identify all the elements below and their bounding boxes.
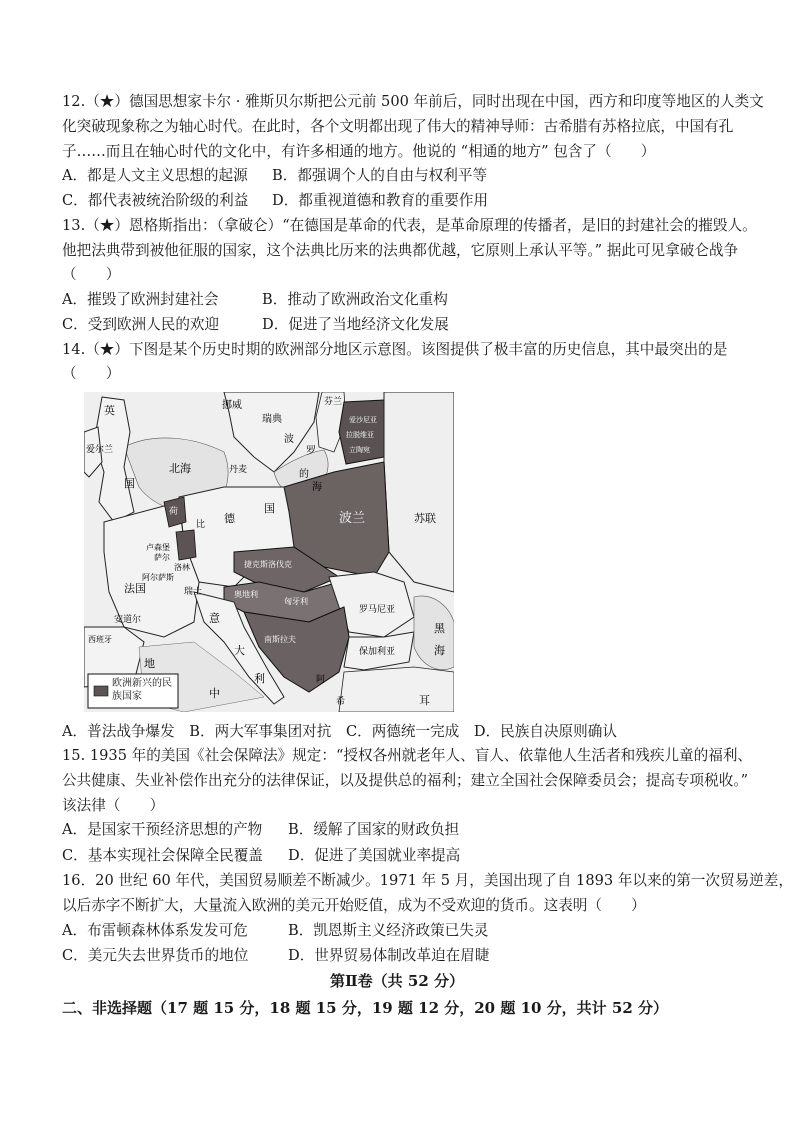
map-label-italy-2: 大 xyxy=(234,644,245,657)
map-label-alsace: 阿尔萨斯 xyxy=(142,573,174,582)
q13-stem-line1: 13.（★）恩格斯指出：（拿破仑）“在德国是革命的代表，是革命原理的传播者，是旧的封建社会的摧毁人。 xyxy=(62,217,757,234)
map-label-switzerland: 瑞士 xyxy=(184,587,203,597)
map-label-luxembourg: 卢森堡 xyxy=(146,543,170,552)
q12-stem-line2: 化突破现象称之为轴心时代。在此时，各个文明都出现了伟大的精神导师：古希腊有苏格拉底，中国有孔 xyxy=(62,118,734,135)
map-label-belgium: 比 xyxy=(196,520,206,530)
map-label-germany-1: 德 xyxy=(224,512,235,525)
map-label-hungary: 匈牙利 xyxy=(284,597,308,606)
map-label-france: 法国 xyxy=(124,582,146,595)
map-label-bulgaria: 保加利亚 xyxy=(359,647,396,657)
map-label-uk-1: 英 xyxy=(104,404,115,417)
map-label-lorraine: 洛林 xyxy=(174,563,190,572)
map-legend xyxy=(88,674,178,708)
map-label-yugoslavia: 南斯拉夫 xyxy=(264,635,296,644)
q15-option-c: C．基本实现社会保障全民覆盖 xyxy=(62,847,263,864)
q15-option-d: D．促进了美国就业率提高 xyxy=(288,847,461,864)
legend-label: 欧洲新兴的民族国家 xyxy=(112,678,172,702)
q12-stem-line3: 子……而且在轴心时代的文化中，有许多相通的地方。他说的 “相通的地方” 包含了（ ） xyxy=(62,143,656,160)
q16-stem-line1: 16．20 世纪 60 年代，美国贸易顺差不断减少。1971 年 5 月，美国出现了自 1893 年以来的第一次贸易逆差， xyxy=(62,872,793,889)
map-label-latvia: 拉脱维亚 xyxy=(346,431,374,439)
europe-map xyxy=(84,392,454,712)
map-label-lithuania: 立陶宛 xyxy=(349,446,370,454)
q12-option-b: B．都强调个人的自由与权利平等 xyxy=(272,167,488,184)
q12-option-a: A．都是人文主义思想的起源 xyxy=(62,167,248,184)
q15-option-a: A．是国家干预经济思想的产物 xyxy=(62,821,263,838)
map-label-germany-2: 国 xyxy=(264,502,275,515)
q16-stem-line2: 以后赤字不断扩大，大量流入欧洲的美元开始贬值，成为不受欢迎的货币。这表明（ ） xyxy=(62,897,646,914)
map-label-spain: 西班牙 xyxy=(88,635,112,644)
map-label-baltic-3: 的 xyxy=(299,469,309,480)
map-label-italy-1: 意 xyxy=(209,612,220,625)
map-label-netherlands: 荷 xyxy=(169,507,179,517)
q16-option-c: C．美元失去世界货币的地位 xyxy=(62,947,249,964)
map-label-sweden: 瑞典 xyxy=(262,414,282,425)
map-label-norway: 挪威 xyxy=(222,400,242,411)
q15-stem-line1: 15. 1935 年的美国《社会保障法》规定：“授权各州就老年人、盲人、依靠他人生活者和残疾儿童的福利、 xyxy=(62,747,753,764)
map-label-blacksea-2: 海 xyxy=(434,644,445,657)
q16-option-a: A．布雷顿森林体系发发可危 xyxy=(62,922,248,939)
q13-stem-line2: 他把法典带到被他征服的国家，这个法典比历来的法典都优越，它原则上承认平等。” 据此可见拿破仑战争 xyxy=(62,242,739,259)
part2-title: 第Ⅱ卷（共 52 分） xyxy=(330,972,464,990)
map-label-romania: 罗马尼亚 xyxy=(359,605,396,615)
map-label-ireland: 爱尔兰 xyxy=(86,445,114,455)
map-label-estonia: 爱沙尼亚 xyxy=(349,416,377,424)
map-label-baltic-1: 波 xyxy=(284,434,294,445)
map-label-greece: 希 xyxy=(336,697,346,707)
legend-swatch xyxy=(94,686,108,696)
q14-stem-line2: （ ） xyxy=(62,365,121,382)
map-label-italy-3: 利 xyxy=(254,672,265,685)
q15-stem-line2: 公共健康、失业补偿作出充分的法律保证，以及提供总的福利；建立全国社会保障委员会；提高专项税收。” xyxy=(62,772,749,789)
q12-stem-line1: 12.（★）德国思想家卡尔 · 雅斯贝尔斯把公元前 500 年前后，同时出现在中国，西方和印度等地区的人类文 xyxy=(62,93,764,110)
q14-stem-line1: 14.（★）下图是某个历史时期的欧洲部分地区示意图。该图提供了极丰富的历史信息，其中最突出的是 xyxy=(62,341,728,358)
q13-option-d: D．促进了当地经济文化发展 xyxy=(262,316,449,333)
q16-option-d: D．世界贸易体制改革迫在眉睫 xyxy=(288,947,490,964)
map-label-finland: 芬兰 xyxy=(324,397,343,407)
q13-stem-line3: （ ） xyxy=(62,266,121,283)
q13-option-a: A．摧毁了欧洲封建社会 xyxy=(62,291,219,308)
map-label-med-1: 地 xyxy=(144,657,155,670)
map-label-poland: 波兰 xyxy=(339,511,366,526)
map-label-czechoslovakia: 捷克斯洛伐克 xyxy=(244,560,292,569)
q12-option-d: D．都重视道德和教育的重要作用 xyxy=(272,192,489,209)
q13-option-c: C．受到欧洲人民的欢迎 xyxy=(62,316,220,333)
map-label-denmark: 丹麦 xyxy=(229,465,248,475)
q14-options: A．普法战争爆发 B．两大军事集团对抗 C．两德统一完成 D．民族自决原则确认 xyxy=(62,723,617,740)
map-label-saar: 萨尔 xyxy=(154,553,170,562)
map-label-austria: 奥地利 xyxy=(234,590,258,599)
map-label-blacksea-1: 黑 xyxy=(434,622,445,635)
q12-option-c: C．都代表被统治阶级的利益 xyxy=(62,192,249,209)
map-label-baltic-2: 罗 xyxy=(306,446,316,457)
q13-option-b: B．推动了欧洲政治文化重构 xyxy=(262,291,448,308)
map-label-ussr: 苏联 xyxy=(414,512,436,525)
map-label-baltic-4: 海 xyxy=(312,482,322,493)
map-label-albania: 阿 xyxy=(316,675,326,685)
q15-option-b: B．缓解了国家的财政负担 xyxy=(288,821,460,838)
map-label-northsea: 北海 xyxy=(169,462,191,475)
map-label-uk-2: 国 xyxy=(124,477,135,490)
part2-heading: 二、非选择题（17 题 15 分，18 题 15 分，19 题 12 分，20 题 10 分，共计 52 分） xyxy=(62,999,668,1017)
q15-stem-line3: 该法律（ ） xyxy=(62,797,165,814)
map-label-andorra: 安道尔 xyxy=(114,615,142,625)
q16-option-b: B．凯恩斯主义经济政策已失灵 xyxy=(288,922,489,939)
map-label-turkey: 耳 xyxy=(419,694,430,707)
map-label-med-2: 中 xyxy=(209,687,220,700)
